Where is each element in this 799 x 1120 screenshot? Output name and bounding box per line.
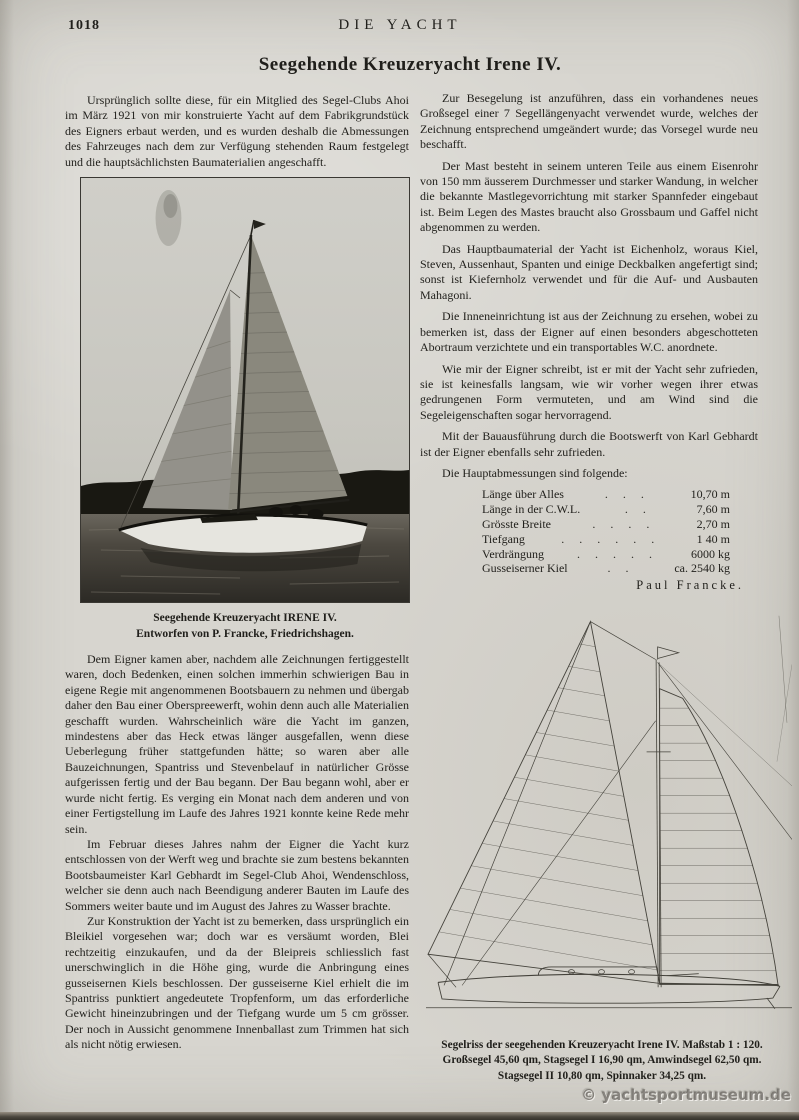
measurement-row [482, 517, 730, 532]
measurement-label: Länge über Alles [482, 487, 564, 502]
measurement-row [482, 532, 730, 547]
measurement-label: Tiefgang [482, 531, 525, 546]
dot-leader: . . . [604, 487, 650, 502]
author-signature: Paul Francke. [636, 578, 744, 593]
measurement-row [482, 487, 730, 502]
measurement-label: Gusseiserner Kiel [482, 561, 568, 576]
measurement-value: 2,70 m [696, 516, 730, 531]
paragraph: Zur Konstruktion der Yacht ist zu bemerken, dass ursprünglich ein Bleikiel vorgesehen war; doch war es versäumt worden, Blei rechtzeitig einzukaufen, und da der Bleipreis schliesslich fast unerschwinglich in die Höhe ging, wurde die Anbringung eines gusseisernen Kiels beschlossen. Der gusseiserne Kiel erhielt die im Spantriss punktiert angedeutete Tropfenform, um das erforderliche Gewicht hineinzubringen und der Tiefgang wurde um 5 cm grösser. Der noch in Aussicht genommene Innenballast zum Trimmen hat sich als nicht nötig erwiesen. [65, 913, 409, 1052]
measurement-value: 10,70 m [690, 487, 730, 502]
article-title: Seegehende Kreuzeryacht Irene IV. [258, 54, 562, 75]
paragraph: Zur Besegelung ist anzuführen, dass ein vorhandenes neues Großsegel einer 7 Segellängenyacht verwendet wurde, welches der Zeichnung entsprechend umgeändert wurde; das Vorsegel wurde neu beschafft. [420, 91, 758, 152]
yacht-photo-graphic [81, 178, 409, 602]
photo-caption-line2: Entworfen von P. Francke, Friedrichshagen. [136, 628, 354, 641]
measurement-row [482, 561, 730, 576]
dot-leader: . . [624, 502, 652, 517]
measurement-label: Länge in der C.W.L. [482, 502, 581, 517]
paragraph: Die Inneneinrichtung ist aus der Zeichnung zu ersehen, wobei zu bemerken ist, dass der Eigner auf einen besonders abgeschotteten Abortraum verzichtete und ein transportables W.C. anordnete. [420, 309, 758, 355]
masthead-title: DIE YACHT [338, 17, 462, 33]
photo-caption [80, 610, 410, 642]
measurement-label: Grösste Breite [482, 516, 551, 531]
sailplan-drawing [426, 606, 792, 1034]
measurement-value: 7,60 m [696, 502, 730, 517]
dot-leader: . . . . [592, 516, 656, 531]
right-column [420, 91, 763, 1084]
sailplan-graphic [426, 606, 792, 1034]
paragraph: Der Mast besteht in seinem unteren Teile aus einem Eisenrohr von 150 mm äusserem Durchmesser und starker Wandung, in welcher die bekannte Mastlegevorrichtung mit starker Spannfeder eingebaut ist. Beim Legen des Mastes braucht also Grossbaum und Gaffel nicht abgenommen zu werden. [420, 158, 758, 235]
sailplan-caption-line2: Großsegel 45,60 qm, Stagsegel I 16,90 qm, Amwindsegel 62,50 qm. [442, 1054, 762, 1067]
measurement-value: ca. 2540 kg [674, 561, 730, 576]
paragraph: Mit der Bauausführung durch die Bootswerft von Karl Gebhardt ist der Eigner ebenfalls sehr zufrieden. [420, 429, 758, 459]
paragraph: Wie mir der Eigner schreibt, ist er mit der Yacht sehr zufrieden, sie ist keinesfalls langsam, wie wir vorher wegen ihrer etwas gedrungenen Form vermuteten, und am Wind sind die Segeleigenschaften sogar hervorragend. [420, 361, 758, 422]
dot-leader: . . . . . [576, 546, 658, 561]
sailplan-caption-line1: Segelriss der seegehenden Kreuzeryacht Irene IV. Maßstab 1 : 120. [441, 1038, 763, 1051]
dot-leader: . . [607, 561, 635, 576]
scan-edge [0, 1112, 799, 1120]
photo-caption-line1: Seegehende Kreuzeryacht IRENE IV. [153, 612, 337, 625]
sailplan-caption [422, 1038, 782, 1085]
paragraph: Ursprünglich sollte diese, für ein Mitglied des Segel-Clubs Ahoi im März 1921 von mir konstruierte Yacht auf dem Fabrikgrundstück des Eigners erbaut werden, und es wurden deshalb die Abmessungen des Fahrzeuges nach dem zur Verfügung stehenden Raum festgelegt und die hauptsächlichsten Baumaterialien angeschafft. [65, 93, 409, 169]
sailplan-caption-line3: Stagsegel II 10,80 qm, Spinnaker 34,25 qm. [497, 1069, 707, 1082]
yacht-photo [80, 177, 410, 603]
left-column [65, 93, 409, 1053]
measurement-value: 6000 kg [691, 546, 730, 561]
page-number: 1018 [68, 18, 100, 33]
measurement-row [482, 547, 730, 562]
watermark: © yachtsportmuseum.de [581, 1086, 791, 1104]
paragraph: Das Hauptbaumaterial der Yacht ist Eichenholz, woraus Kiel, Steven, Aussenhaut, Spanten und einige Deckbalken angefertigt sind; sonst ist Kiefernholz verwendet und für die Auf- und Ausbauten Mahagoni. [420, 241, 758, 302]
measurement-value: 1 40 m [696, 531, 730, 546]
measurement-row [482, 502, 730, 517]
measurements-intro: Die Hauptabmessungen sind folgende: [442, 465, 628, 480]
paragraph: Dem Eigner kamen aber, nachdem alle Zeichnungen fertiggestellt waren, doch Bedenken, einen solchen immerhin schwierigen Bau in eigene Regie mit angenommenen Bootsbauern zu nehmen und übergab daher den Bau einer Oberspreewerft, wohin denn auch alle Materialien geschafft wurden. Wahrscheinlich wäre die Yacht im ganzen, mindestens aber das Heck etwas länger ausgefallen, wenn diese Ueberlegung früher stattgefunden hätte; so waren aber alle Bauzeichnungen, Spantriss und Stevenbelauf in natürlicher Grösse aufgerissen fertig und der Bau begann. Der Bau begann wohl, aber er wurde nicht fertig. Es verging ein Monat nach dem anderen und von einer Fertigstellung im Laufe des Jahres 1921 konnte keine Rede mehr sein. [65, 652, 409, 836]
measurements-table [482, 487, 730, 576]
dot-leader: . . . . . . [561, 531, 661, 546]
measurement-label: Verdrängung [482, 546, 544, 561]
paragraph: Im Februar dieses Jahres nahm der Eigner die Yacht kurz entschlossen von der Werft weg und brachte sie zum bestens bekannten Bootsbaumeister Karl Gebhardt im Segel-Club Ahoi, Wendenschloss, welcher sie denn auch nach Beendigung anderer Bauten im Laufe des Sommers weiter baute und im August des Jahres zu Wasser brachte. [65, 836, 409, 913]
